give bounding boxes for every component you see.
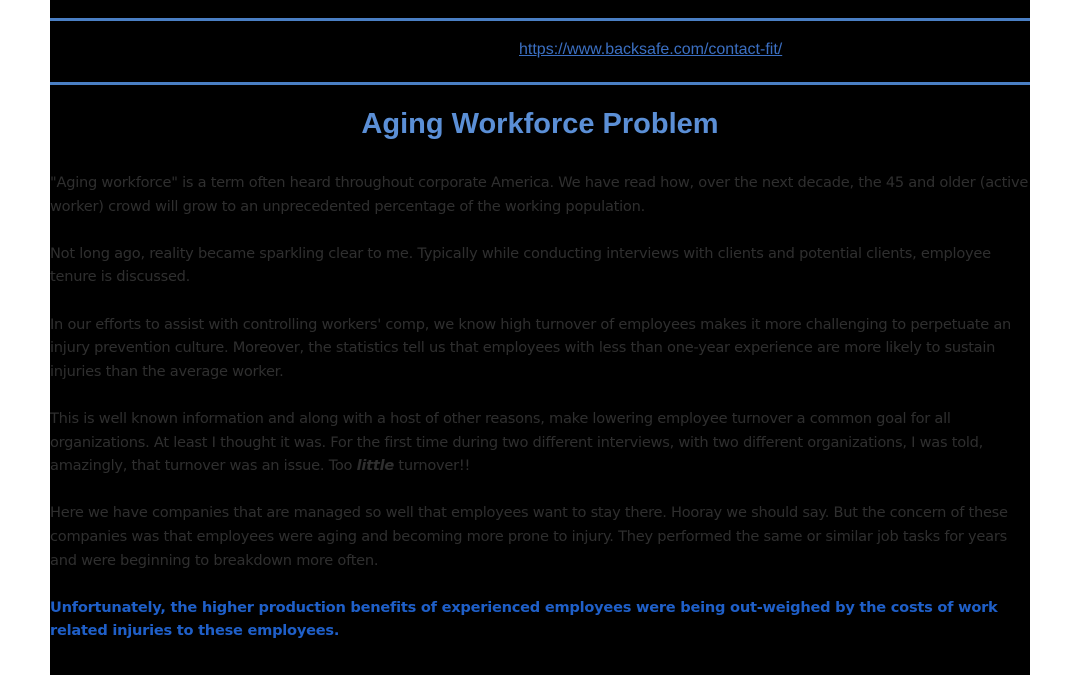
document-page — [50, 0, 1030, 675]
paragraph-4-end: turnover!! — [393, 457, 471, 475]
paragraph-1: "Aging workforce" is a term often heard throughout corporate America. We have read how, over the next decade, the 45 and older (active worker) crowd will grow to an unprecedented percentage of the working population. — [50, 174, 1029, 215]
header-rule-bottom — [50, 82, 1030, 85]
article-title: Aging Workforce Problem — [361, 108, 719, 140]
highlight-paragraph: Unfortunately, the higher production benefits of experienced employees were being out-weighed by the costs of work related injuries to these employees. — [50, 598, 998, 640]
paragraph-4-emphasis: little — [356, 457, 394, 475]
contact-link[interactable]: https://www.backsafe.com/contact-fit/ — [519, 41, 783, 58]
paragraph-3: In our efforts to assist with controlling workers' comp, we know high turnover of employees makes it more challenging to perpetuate an injury prevention culture. Moreover, the statistics tell us that employees with less than one-year experience are more likely to sustain injuries than the average worker. — [50, 315, 1012, 380]
paragraph-5: Here we have companies that are managed so well that employees want to stay there. Hooray we should say. But the concern of these companies was that employees were aging and becoming more prone to injury. They performed the same or similar job tasks for years and were beginning to breakdown more often. — [50, 504, 1008, 569]
header-rule-top — [50, 18, 1030, 21]
paragraph-2: Not long ago, reality became sparkling clear to me. Typically while conducting interviews with clients and potential clients, employee tenure is discussed. — [50, 244, 991, 286]
article-body — [50, 171, 1030, 666]
paragraph-4-text: This is well known information and along with a host of other reasons, make lowering employee turnover a common goal for all organizations. At least I thought it was. For the first time during two different interviews, with two different organizations, I was told, amazingly, that turnover was an issue. Too — [50, 409, 984, 475]
paragraph-4 — [50, 407, 1030, 478]
